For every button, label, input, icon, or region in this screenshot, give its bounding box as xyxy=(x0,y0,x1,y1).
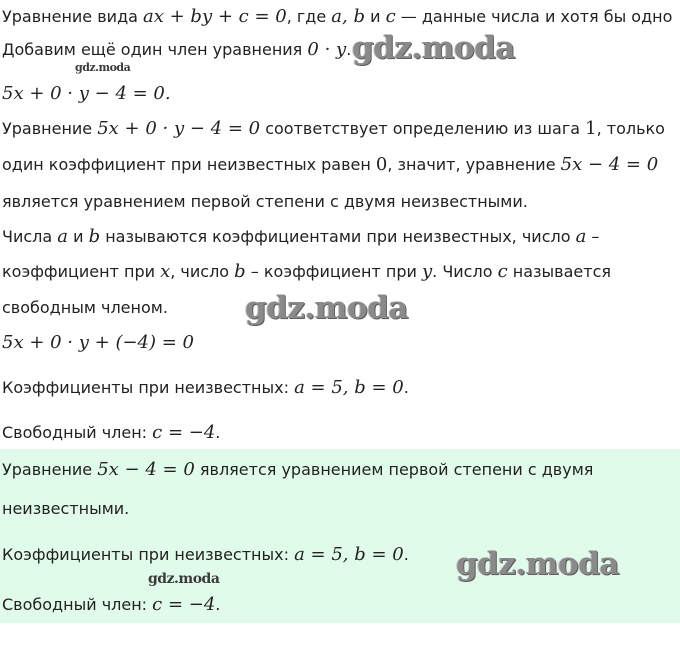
math: a, b xyxy=(331,6,365,27)
text-line-free-member xyxy=(2,423,220,443)
watermark-logo: gdz.moda xyxy=(352,30,515,66)
answer-line-coefficients xyxy=(2,545,409,565)
math: ax + by + c = 0 xyxy=(143,6,287,27)
text: неизвестными. xyxy=(2,499,130,518)
math: c xyxy=(385,6,396,27)
text: Добавим ещё один член уравнения xyxy=(2,40,308,59)
math: y xyxy=(421,261,433,282)
text-line-free-term xyxy=(2,298,168,318)
text: Свободный член: xyxy=(2,595,153,614)
math: x xyxy=(160,261,171,282)
text: Свободный член: xyxy=(2,423,153,442)
math: a xyxy=(57,226,69,247)
text: коэффициент при xyxy=(2,262,161,281)
text: . xyxy=(346,40,352,59)
text: Уравнение вида xyxy=(2,7,144,26)
text: , число xyxy=(170,262,235,281)
text: , где xyxy=(286,7,332,26)
text-line-corresponds xyxy=(2,119,665,139)
math: a = 5, b = 0 xyxy=(294,377,404,398)
math: 0 · y xyxy=(307,39,347,60)
math: b xyxy=(88,226,101,247)
text-line-coefficients-xy xyxy=(2,262,611,282)
math: 1 xyxy=(585,118,597,139)
text-line-one-coefficient xyxy=(2,155,658,175)
equation-line-1 xyxy=(2,84,171,104)
answer-line-1 xyxy=(2,460,593,480)
text: Числа xyxy=(2,227,58,246)
math: c xyxy=(497,261,508,282)
text: – коэффициент при xyxy=(245,262,422,281)
math: 0 xyxy=(375,154,388,175)
watermark-small: gdz.moda xyxy=(148,571,220,587)
text: — данные числа и хотя бы одно xyxy=(395,7,673,26)
math: 5x − 4 = 0 xyxy=(560,154,659,175)
text: соответствует определению из шага xyxy=(260,119,586,138)
equation-line-2 xyxy=(2,333,194,353)
text: свободным членом. xyxy=(2,298,168,317)
text: один коэффициент при неизвестных равен xyxy=(2,155,376,174)
text-line-first-degree xyxy=(2,192,528,212)
text: , значит, уравнение xyxy=(387,155,561,174)
math: c = −4 xyxy=(152,422,216,443)
answer-line-free-member xyxy=(2,595,220,615)
text: является уравнением первой степени с двумя xyxy=(194,460,594,479)
math: a xyxy=(575,226,587,247)
text: называется xyxy=(507,262,611,281)
text: – xyxy=(586,227,600,246)
text: . xyxy=(403,378,409,397)
text: , только xyxy=(596,119,665,138)
text-line-coefficients xyxy=(2,378,409,398)
text: . xyxy=(215,423,221,442)
math: c = −4 xyxy=(152,594,216,615)
text: . xyxy=(215,595,221,614)
text: . Число xyxy=(432,262,498,281)
text: и xyxy=(68,227,89,246)
watermark-logo: gdz.moda xyxy=(245,290,408,326)
math: 5x + 0 · y − 4 = 0. xyxy=(2,83,171,104)
text: является уравнением первой степени с двумя неизвестными. xyxy=(2,192,528,211)
text: Уравнение xyxy=(2,460,98,479)
text-line-add-term xyxy=(2,40,351,60)
math: a = 5, b = 0 xyxy=(294,544,404,565)
text: Коэффициенты при неизвестных: xyxy=(2,545,295,564)
text: Коэффициенты при неизвестных: xyxy=(2,378,295,397)
text-line-definition xyxy=(2,7,672,27)
text: Уравнение xyxy=(2,119,98,138)
watermark-small: gdz.moda xyxy=(75,61,131,74)
text: называются коэффициентами при неизвестных, число xyxy=(100,227,576,246)
watermark-logo: gdz.moda xyxy=(456,546,619,582)
text: и xyxy=(364,7,386,26)
math: 5x − 4 = 0 xyxy=(97,459,195,480)
math: 5x + 0 · y + (−4) = 0 xyxy=(2,332,194,353)
math: 5x + 0 · y − 4 = 0 xyxy=(97,118,261,139)
text: . xyxy=(403,545,409,564)
answer-line-2 xyxy=(2,499,129,519)
text-line-numbers-ab xyxy=(2,227,599,247)
math: b xyxy=(234,261,246,282)
